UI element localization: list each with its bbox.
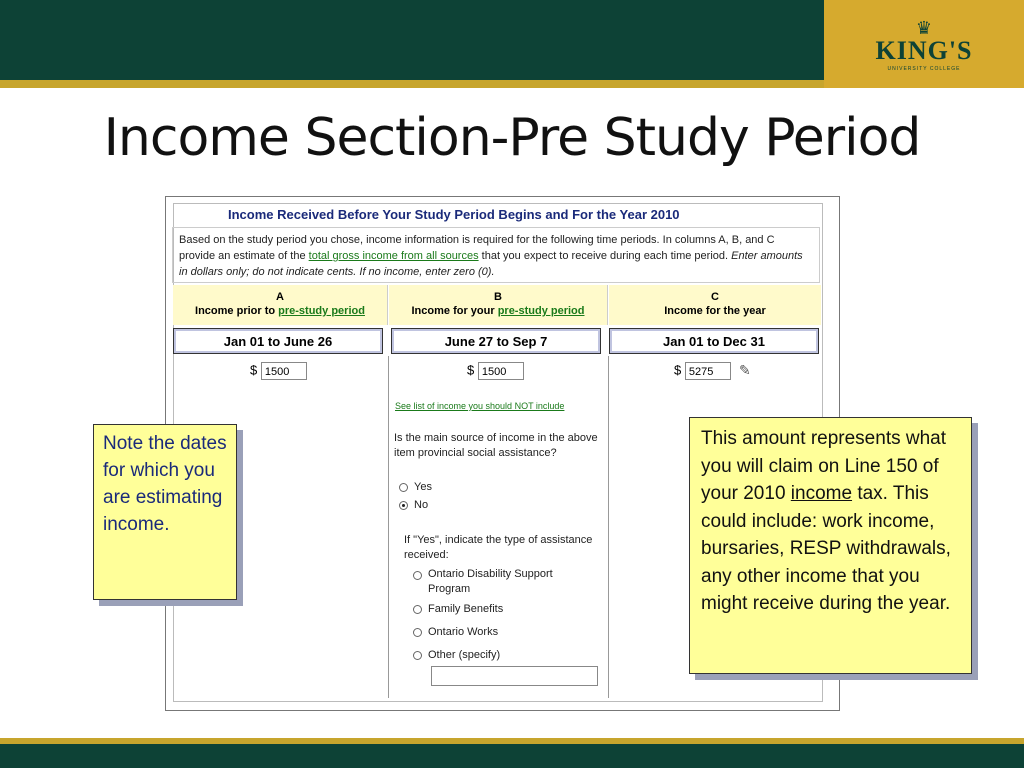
column-divider — [388, 356, 389, 698]
radio-selected-icon[interactable] — [399, 501, 408, 510]
calculator-icon[interactable]: ✎ — [739, 362, 751, 378]
no-label: No — [414, 499, 429, 511]
amount-b — [467, 362, 524, 380]
column-label: Income prior to pre-study period — [195, 305, 365, 317]
column-divider — [608, 356, 609, 698]
ontario-works-label: Ontario Works — [428, 626, 499, 638]
column-letter: B — [494, 291, 502, 303]
radio-icon[interactable] — [413, 605, 422, 614]
callout-text-2: tax. This could include: work income, bursaries, RESP withdrawals, any other income that you might receive during the year. — [701, 483, 951, 614]
radio-icon[interactable] — [413, 628, 422, 637]
assistance-question: Is the main source of income in the above item provincial social assistance? — [394, 432, 598, 459]
odsp-option[interactable] — [413, 567, 588, 597]
yes-option[interactable] — [399, 481, 432, 493]
date-range-b: June 27 to Sep 7 — [391, 328, 601, 354]
date-range-c: Jan 01 to Dec 31 — [609, 328, 819, 354]
callout-highlight: income — [790, 483, 853, 504]
date-range-a: Jan 01 to June 26 — [173, 328, 383, 354]
currency-symbol: $ — [467, 362, 475, 378]
pre-study-link[interactable]: pre-study period — [497, 305, 585, 317]
crown-icon: ♛ — [915, 18, 933, 38]
column-label: Income for the year — [664, 305, 766, 317]
column-c-header — [609, 285, 821, 325]
family-benefits-option[interactable] — [413, 603, 503, 615]
column-label: Income for your pre-study period — [411, 305, 585, 317]
logo-subtext: UNIVERSITY COLLEGE — [887, 66, 961, 72]
total-income-link[interactable]: total gross income from all sources — [308, 250, 479, 262]
intro-instruction: Enter amounts in dollars only; do not indicate cents. If no income, enter zero (0). — [179, 250, 803, 278]
amount-a — [250, 362, 307, 380]
amount-b-input[interactable]: 1500 — [478, 362, 524, 380]
yes-label: Yes — [414, 481, 432, 493]
radio-icon[interactable] — [413, 651, 422, 660]
intro-text: Based on the study period you chose, income information is required for the following time periods. In columns A, B, and C provide an estimate of the — [179, 234, 775, 262]
assistance-type-question: If "Yes", indicate the type of assistance received: — [404, 534, 593, 561]
amount-a-input[interactable]: 1500 — [261, 362, 307, 380]
logo-text: KING'S — [875, 36, 973, 65]
amount-c-input[interactable]: 5275 — [685, 362, 731, 380]
column-letter: C — [711, 291, 719, 303]
column-a-header — [173, 285, 388, 325]
dates-note-callout: Note the dates for which you are estimating income. — [93, 424, 237, 600]
line-150-callout — [689, 417, 972, 674]
form-intro — [172, 227, 820, 283]
callout-text: This amount represents what you will claim on Line 150 of your 2010 — [701, 428, 947, 504]
slide-title: Income Section-Pre Study Period — [103, 108, 921, 168]
other-option[interactable] — [413, 649, 500, 661]
currency-symbol: $ — [250, 362, 258, 378]
other-specify-input[interactable] — [431, 666, 598, 686]
amount-c — [674, 362, 731, 380]
not-include-link[interactable]: See list of income you should NOT include — [395, 401, 565, 411]
form-title: Income Received Before Your Study Period Begins and For the Year 2010 — [228, 207, 680, 222]
intro-text-2: that you expect to receive during each time period. — [478, 250, 732, 262]
column-letter: A — [276, 291, 284, 303]
other-label: Other (specify) — [428, 649, 501, 661]
odsp-label: Ontario Disability Support Program — [428, 568, 553, 595]
pre-study-link[interactable]: pre-study period — [278, 305, 365, 317]
kings-logo — [824, 0, 1024, 88]
radio-icon[interactable] — [413, 571, 422, 580]
family-benefits-label: Family Benefits — [428, 603, 504, 615]
footer-bar — [0, 744, 1024, 768]
ontario-works-option[interactable] — [413, 626, 498, 638]
currency-symbol: $ — [674, 362, 682, 378]
no-option[interactable] — [399, 499, 428, 511]
column-b-header — [389, 285, 608, 325]
radio-icon[interactable] — [399, 483, 408, 492]
